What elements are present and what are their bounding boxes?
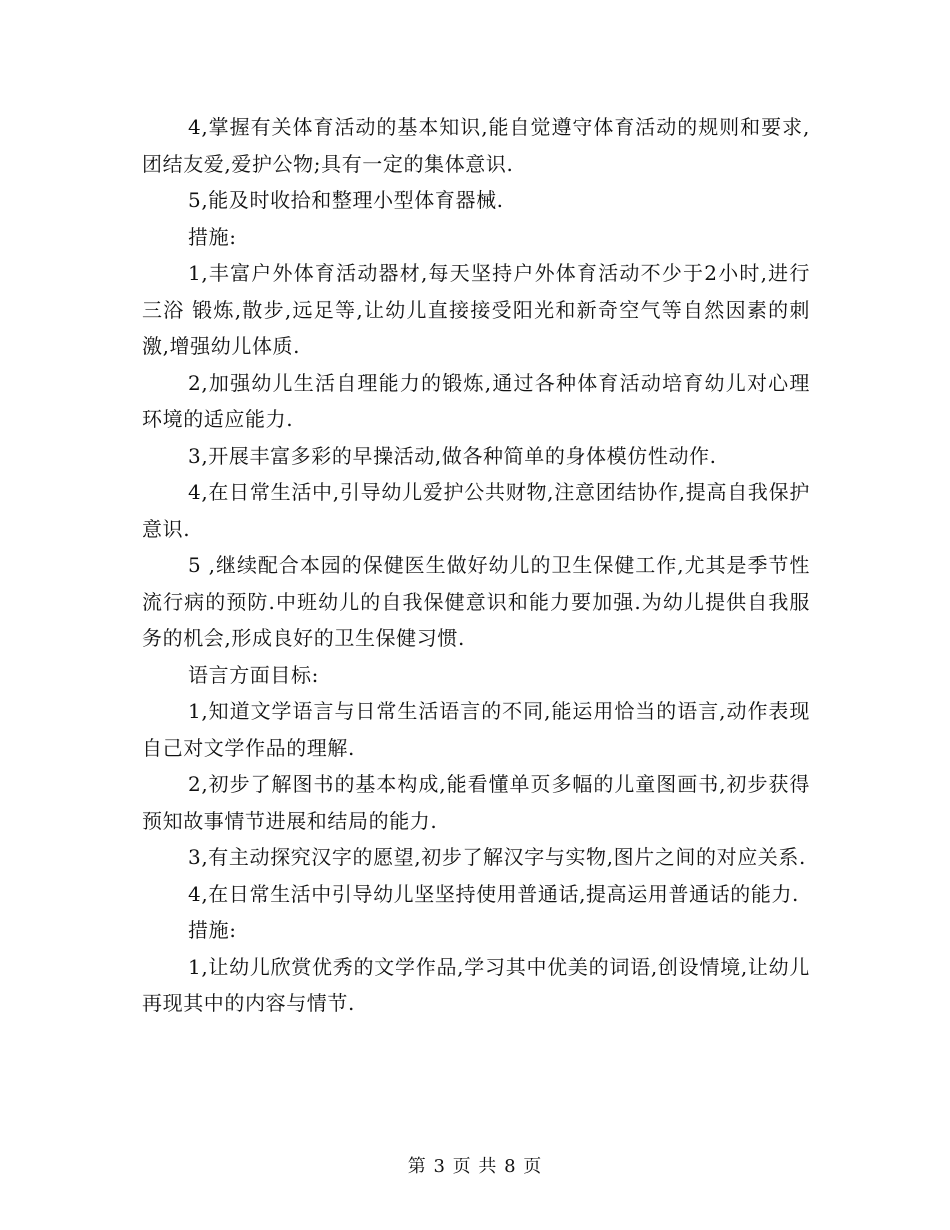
paragraph: 2,初步了解图书的基本构成,能看懂单页多幅的儿童图画书,初步获得预知故事情节进展和结局的能力. [142,772,810,833]
paragraph: 1,让幼儿欣赏优秀的文学作品,学习其中优美的词语,创设情境,让幼儿再现其中的内容与情节. [142,954,810,1015]
section-heading: 语言方面目标: [188,662,319,687]
paragraph: 1,知道文学语言与日常生活语言的不同,能运用恰当的语言,动作表现自己对文学作品的理解. [142,699,810,760]
section-heading: 措施: [188,918,237,942]
paragraph: 3,有主动探究汉字的愿望,初步了解汉字与实物,图片之间的对应关系. [188,845,806,869]
section-heading: 措施: [188,224,237,249]
paragraph: 2,加强幼儿生活自理能力的锻炼,通过各种体育活动培育幼儿对心理环境的适应能力. [142,370,810,431]
page-number: 第 3 页 共 8 页 [407,1156,543,1177]
paragraph: 4,在日常生活中,引导幼儿爱护公共财物,注意团结协作,提高自我保护意识. [142,480,810,541]
paragraph: 3,开展丰富多彩的早操活动,做各种简单的身体模仿性动作. [188,443,717,468]
document-body [142,109,810,1022]
paragraph: 4,在日常生活中引导幼儿坚坚持使用普通话,提高运用普通话的能力. [188,881,799,906]
paragraph: 5,能及时收拾和整理小型体育器械. [188,188,504,212]
paragraph: 4,掌握有关体育活动的基本知识,能自觉遵守体育活动的规则和要求,团结友爱,爱护公物;具有一定的集体意识. [142,115,810,176]
paragraph: 5 ,继续配合本园的保健医生做好幼儿的卫生保健工作,尤其是季节性流行病的预防.中班幼儿的自我保健意识和能力要加强.为幼儿提供自我服务的机会,形成良好的卫生保健习惯. [142,553,810,650]
paragraph: 1,丰富户外体育活动器材,每天坚持户外体育活动不少于2小时,进行 三浴 锻炼,散步,远足等,让幼儿直接接受阳光和新奇空气等自然因素的刺激,增强幼儿体质. [142,261,810,358]
